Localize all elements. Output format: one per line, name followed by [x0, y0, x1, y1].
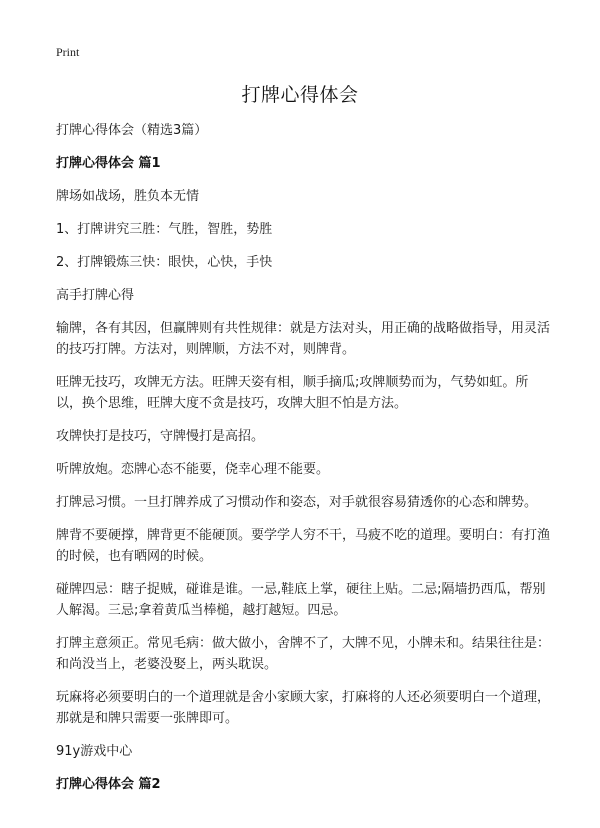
document-subtitle: 打牌心得体会（精选3篇）	[56, 123, 208, 138]
page-title: 打牌心得体会	[241, 84, 359, 106]
paragraph: 2、打牌锻炼三快：眼快，心快，手快	[56, 255, 273, 270]
paragraph: 91y游戏中心	[56, 744, 133, 759]
paragraph: 牌背不要硬撑，牌背更不能硬顶。要学学人穷不干，马疲不吃的道理。要明白：有打渔的时候，也有晒网的时候。	[56, 528, 551, 564]
paragraph: 1、打牌讲究三胜：气胜，智胜，势胜	[56, 222, 273, 237]
paragraph: 听牌放炮。恋牌心态不能要，侥幸心理不能要。	[56, 462, 330, 477]
paragraph: 牌场如战场，胜负本无情	[56, 189, 200, 204]
document-body	[56, 120, 552, 807]
paragraph: 玩麻将必须要明白的一个道理就是舍小家顾大家，打麻将的人还必须要明白一个道理，那就是和牌只需要一张牌即可。	[56, 690, 551, 726]
section-heading-2: 打牌心得体会 篇2	[56, 777, 161, 792]
print-link[interactable]: Print	[56, 45, 80, 59]
paragraph: 打牌主意须正。常见毛病：做大做小，舍牌不了，大牌不见，小牌未和。结果往往是：和尚没当上，老婆没娶上，两头耽误。	[56, 636, 551, 672]
paragraph: 高手打牌心得	[56, 288, 135, 303]
paragraph: 旺牌无技巧，攻牌无方法。旺牌天姿有相，顺手摘瓜;攻牌顺势而为，气势如虹。所以，换个思维，旺牌大度不贪是技巧，攻牌大胆不怕是方法。	[56, 375, 529, 411]
paragraph: 攻牌快打是技巧，守牌慢打是高招。	[56, 429, 265, 444]
paragraph: 输牌，各有其因，但赢牌则有共性规律：就是方法对头，用正确的战略做指导，用灵活的技巧打牌。方法对，则牌顺，方法不对，则牌背。	[56, 321, 551, 357]
paragraph: 打牌忌习惯。一旦打牌养成了习惯动作和姿态，对手就很容易猜透你的心态和牌势。	[56, 495, 538, 510]
paragraph: 碰牌四忌：瞎子捉贼，碰谁是谁。一忌,鞋底上掌，硬往上贴。二忌;隔墙扔西瓜，帮别人解渴。三忌;拿着黄瓜当棒槌，越打越短。四忌。	[56, 582, 546, 618]
section-heading-1: 打牌心得体会 篇1	[56, 156, 161, 171]
